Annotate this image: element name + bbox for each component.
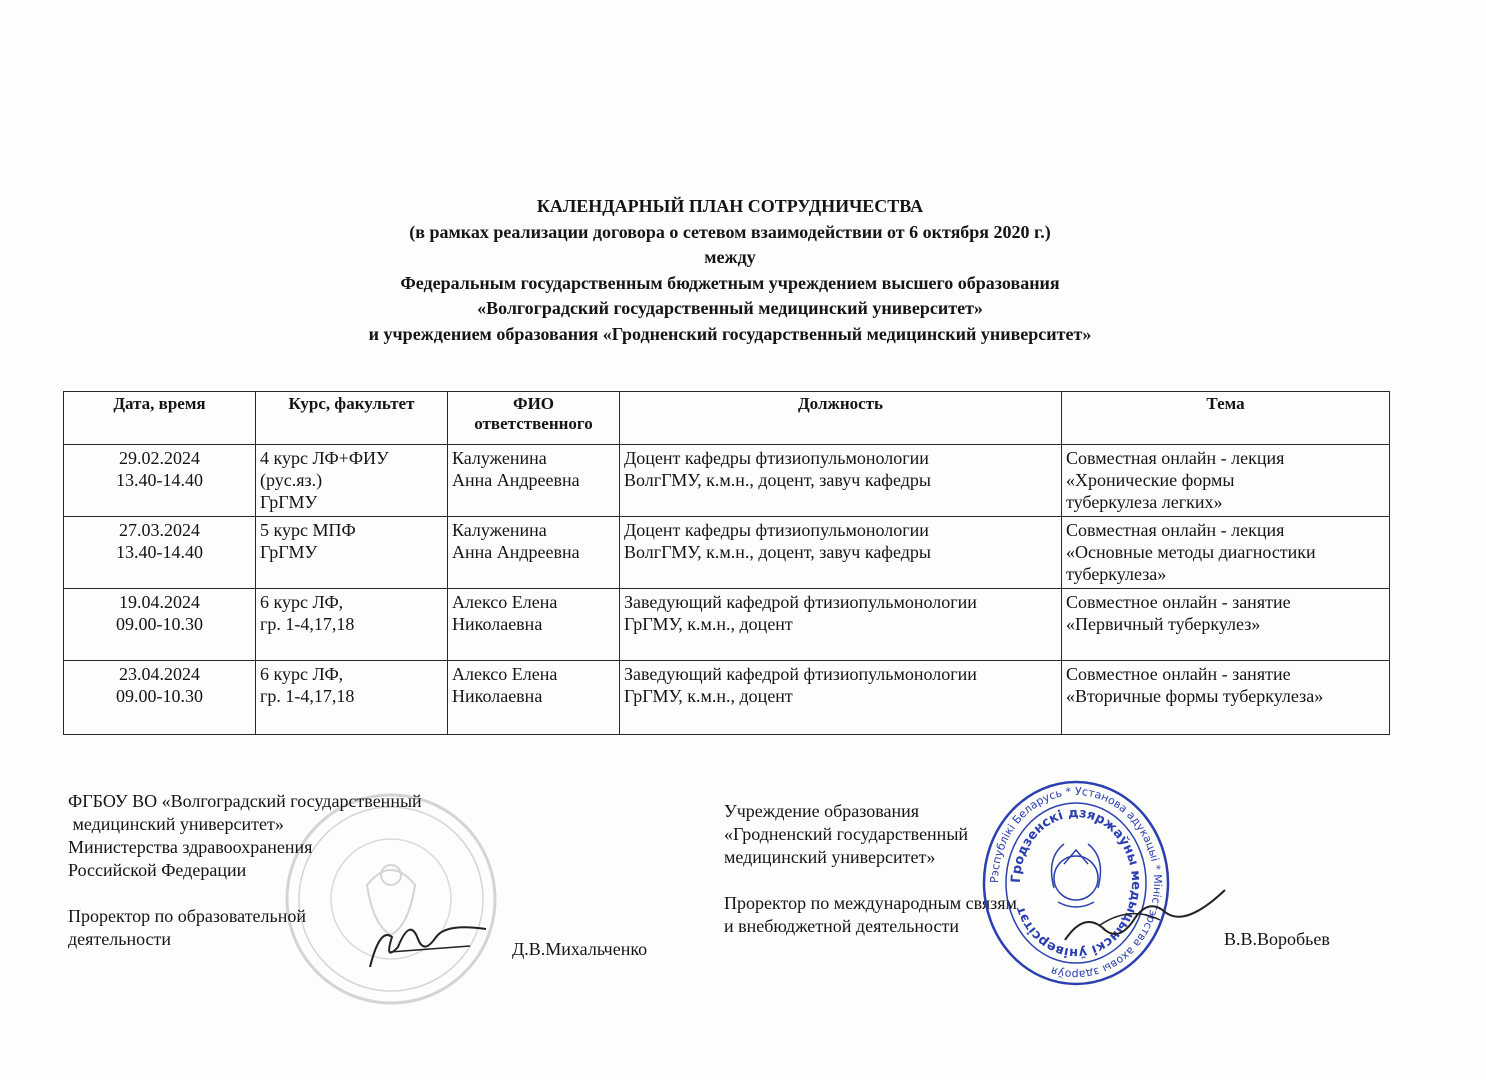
position-line: Доцент кафедры фтизиопульмонологии [624,520,929,540]
right-handwritten-signature [1060,880,1230,960]
fio-line: Николаевна [452,614,543,634]
fio-line: Анна Андреевна [452,542,580,562]
fio-line: Алексо Елена [452,664,558,684]
course-line: 6 курс ЛФ, [260,592,344,612]
date-value: 23.04.2024 [119,664,200,684]
cell-fio [448,445,620,517]
cell-position [620,517,1062,589]
party1-line1: Федеральным государственным бюджетным учреждением высшего образования [400,272,1060,293]
cell-course [256,517,448,589]
course-line: гр. 1-4,17,18 [260,686,355,706]
fio-line: Николаевна [452,686,543,706]
topic-line: «Хронические формы [1066,470,1235,490]
header-fio-line1: ФИО [512,394,555,413]
cell-topic [1062,589,1390,661]
date-value: 27.03.2024 [119,520,200,540]
right-org-line: медицинский университет» [724,847,936,867]
table-row [64,661,1390,735]
left-signatory-name: Д.В.Михальченко [512,939,648,959]
right-role-line: и внебюджетной деятельности [724,916,959,936]
topic-line: «Вторичные формы туберкулеза» [1066,686,1324,706]
left-org-line: ФГБОУ ВО «Волгоградский государственный [68,791,422,811]
left-role-line: Проректор по образовательной [68,906,307,926]
topic-line: Совместная онлайн - лекция [1066,448,1285,468]
position-line: ВолгГМУ, к.м.н., доцент, завуч кафедры [624,542,931,562]
header-course: Курс, факультет [256,392,448,445]
time-value: 09.00-10.30 [116,614,203,634]
course-line: ГрГМУ [260,542,318,562]
cell-topic [1062,445,1390,517]
course-line: 5 курс МПФ [260,520,356,540]
header-date: Дата, время [64,392,256,445]
document-header [0,194,1460,347]
left-org-line: медицинский университет» [68,814,284,834]
left-role-line: деятельности [68,929,172,949]
cell-fio [448,661,620,735]
table-header-row [64,392,1390,445]
right-role-line: Проректор по международным связям [724,893,1017,913]
header-position: Должность [620,392,1062,445]
cell-topic [1062,661,1390,735]
date-value: 19.04.2024 [119,592,200,612]
time-value: 13.40-14.40 [116,470,203,490]
cell-date [64,445,256,517]
time-value: 13.40-14.40 [116,542,203,562]
position-line: ГрГМУ, к.м.н., доцент [624,686,793,706]
cell-position [620,589,1062,661]
stamp-inner-text: Гродзенскі дзяржаўны медыцынскі ўніверсітэт [1008,805,1144,961]
topic-line: туберкулеза» [1066,564,1167,584]
position-line: Доцент кафедры фтизиопульмонологии [624,448,929,468]
topic-line: Совместная онлайн - лекция [1066,520,1285,540]
course-line: 6 курс ЛФ, [260,664,344,684]
header-fio [448,392,620,445]
fio-line: Анна Андреевна [452,470,580,490]
header-fio-line2: ответственного [474,414,593,433]
cell-course [256,589,448,661]
document-subtitle: (в рамках реализации договора о сетевом взаимодействии от 6 октября 2020 г.) [409,221,1051,242]
header-topic: Тема [1062,392,1390,445]
between-word: между [704,247,756,267]
course-line: гр. 1-4,17,18 [260,614,355,634]
right-org-line: «Гродненский государственный [724,824,969,844]
cell-date [64,517,256,589]
cooperation-plan-table [63,391,1390,735]
cell-course [256,661,448,735]
table-row [64,445,1390,517]
right-signatory-name: В.В.Воробьев [1224,929,1330,949]
topic-line: «Первичный туберкулез» [1066,614,1261,634]
right-org-line: Учреждение образования [724,801,920,821]
course-line: ГрГМУ [260,492,318,512]
course-line: (рус.яз.) [260,470,323,490]
document-title: КАЛЕНДАРНЫЙ ПЛАН СОТРУДНИЧЕСТВА [536,196,924,216]
topic-line: «Основные методы диагностики [1066,542,1316,562]
cell-position [620,445,1062,517]
cell-fio [448,589,620,661]
position-line: Заведующий кафедрой фтизиопульмонологии [624,592,977,612]
party1-line2: «Волгоградский государственный медицинский университет» [477,298,983,318]
left-handwritten-signature [360,912,490,982]
stamp-outer-text: Рэспублікі Беларусь * Установа адукацыі * Міністэрства аховы здароўя [987,784,1165,982]
position-line: ГрГМУ, к.м.н., доцент [624,614,793,634]
table-row [64,589,1390,661]
cell-date [64,589,256,661]
cell-position [620,661,1062,735]
topic-line: Совместное онлайн - занятие [1066,664,1291,684]
left-org-line: Министерства здравоохранения [68,837,313,857]
cell-course [256,445,448,517]
topic-line: Совместное онлайн - занятие [1066,592,1291,612]
table-row [64,517,1390,589]
time-value: 09.00-10.30 [116,686,203,706]
date-value: 29.02.2024 [119,448,200,468]
cell-topic [1062,517,1390,589]
left-org-line: Российской Федерации [68,860,247,880]
topic-line: туберкулеза легких» [1066,492,1223,512]
position-line: ВолгГМУ, к.м.н., доцент, завуч кафедры [624,470,931,490]
fio-line: Калуженина [452,448,547,468]
course-line: 4 курс ЛФ+ФИУ [260,448,389,468]
position-line: Заведующий кафедрой фтизиопульмонологии [624,664,977,684]
fio-line: Алексо Елена [452,592,558,612]
party2-line: и учреждением образования «Гродненский государственный медицинский университет» [368,323,1092,344]
cell-fio [448,517,620,589]
fio-line: Калуженина [452,520,547,540]
cell-date [64,661,256,735]
